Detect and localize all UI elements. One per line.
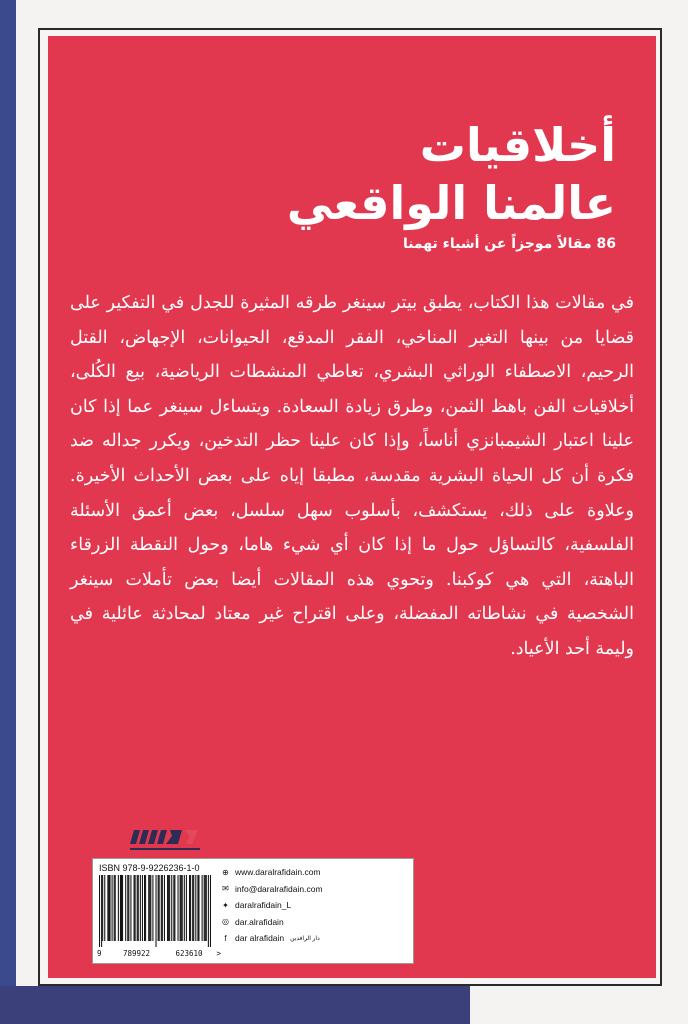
barcode-bar	[121, 875, 122, 941]
barcode-bar	[120, 875, 121, 941]
barcode-bar	[149, 875, 150, 941]
barcode-bar	[102, 875, 103, 941]
barcode-bar	[112, 875, 113, 941]
barcode-bar	[173, 875, 174, 941]
barcode-bar	[107, 875, 108, 941]
barcode-bar	[142, 875, 143, 941]
book-title-line2: عالمنا الواقعي	[286, 176, 616, 230]
book-title-line1: أخلاقيات	[419, 118, 616, 172]
barcode-bar	[192, 875, 193, 941]
barcode-bar	[122, 875, 123, 941]
barcode-bar	[186, 875, 187, 941]
back-cover-panel	[48, 36, 656, 978]
barcode-digit-first: 9	[97, 949, 102, 958]
book-subtitle: 86 مقالاً موجزاً عن أشياء تهمنا	[402, 236, 616, 252]
barcode-bar	[108, 875, 109, 941]
barcode-bar	[114, 875, 115, 941]
publisher-arabic-name: دار الرافدين	[290, 935, 320, 942]
barcode-bar	[210, 875, 211, 947]
barcode-bar	[198, 875, 199, 941]
barcode-bar	[127, 875, 128, 941]
barcode-bar	[156, 875, 157, 947]
barcode-digit-right: 623610	[175, 949, 203, 958]
barcode-bar	[189, 875, 190, 941]
book-spine-edge	[0, 0, 16, 1024]
barcode-bar	[99, 875, 100, 947]
barcode-bar	[202, 875, 203, 941]
facebook-icon: f	[224, 933, 227, 943]
barcode-bar	[169, 875, 170, 941]
globe-icon: ⊕	[222, 867, 229, 877]
barcode-bar	[205, 875, 206, 941]
bottom-strip	[0, 986, 470, 1024]
barcode-bar	[144, 875, 145, 941]
barcode-bar	[184, 875, 185, 941]
barcode-bar	[134, 875, 135, 941]
barcode-bar	[181, 875, 182, 941]
barcode-bar	[148, 875, 149, 941]
link-website[interactable]	[221, 864, 411, 881]
barcode-digits	[97, 949, 222, 958]
barcode-bar	[152, 875, 153, 941]
link-instagram[interactable]	[221, 914, 411, 931]
instagram-icon: ◎	[222, 917, 229, 927]
email-icon: ✉	[222, 884, 229, 894]
barcode-bar	[128, 875, 129, 941]
barcode-bar	[140, 875, 141, 941]
barcode-bar	[167, 875, 168, 941]
link-email-text: info@daralrafidain.com	[235, 883, 323, 894]
barcode-bar	[193, 875, 194, 941]
barcode-bar	[161, 875, 162, 941]
link-website-text: www.daralrafidain.com	[235, 867, 321, 878]
blurb-paragraph: في مقالات هذا الكتاب، يطبق بيتر سينغر طرقه المثيرة للجدل في التفكير على قضايا من بينها التغير المناخي، الفقر المدقع، الحيوانات، الإجهاض، القتل الرحيم، الاصطفاء الوراثي البشري، تعاطي المنشطات الرياضية، بيع الكُلى، أخلاقيات الفن باهظ الثمن، وطرق زيادة السعادة. ويتساءل سينغر عما إذا كان علينا اعتبار الشيمبانزي أناساً، وإذا كان علينا حظر التدخين، ويكرر جداله ضد فكرة أن كل الحياة البشرية مقدسة، مطبقا إياه على بعض الأحداث الأخيرة. وعلاوة على ذلك، يستكشف، بأسلوب سهل سلسل، بعض أعمق الأسئلة الفلسفية، كالتساؤل حول ما إذا كان أي شيء هاما، وحول النقطة الزرقاء الباهتة، التي هي كوكبنا. وتحوي هذه المقالات أيضا بعض تأملات سينغر الشخصية في نشاطاته المفضلة، وعلى اقتراح غير معتاد لمحادثة عائلية في وليمة أحد الأعياد.	[70, 293, 634, 659]
barcode-bar	[182, 875, 183, 941]
barcode-bar	[130, 875, 131, 941]
barcode-bar	[158, 875, 159, 941]
book-title	[196, 116, 616, 232]
barcode-bar	[174, 875, 175, 941]
barcode-bar	[115, 875, 116, 941]
barcode-bar	[118, 875, 119, 941]
barcode-bar	[162, 875, 163, 941]
barcode-bar	[180, 875, 181, 941]
barcode-bar	[104, 875, 105, 941]
barcode-bar	[206, 875, 207, 941]
barcode-bar	[178, 875, 179, 941]
barcode-arrow: >	[216, 949, 222, 958]
barcode-bar	[109, 875, 110, 941]
barcode-bar	[137, 875, 138, 941]
barcode-bar	[138, 875, 139, 941]
barcode-bar	[135, 875, 136, 941]
link-facebook-text: dar alrafidain	[235, 933, 285, 944]
isbn-label: ISBN 978-9-9226236-1-0	[99, 863, 200, 873]
barcode-bar	[168, 875, 169, 941]
twitter-icon: ✦	[222, 900, 229, 910]
link-facebook[interactable]	[221, 930, 411, 947]
barcode-bar	[208, 875, 209, 947]
publisher-links	[221, 864, 411, 947]
link-twitter-text: daralrafidain_L	[235, 900, 292, 911]
barcode-bar	[190, 875, 191, 941]
barcode-bar	[164, 875, 165, 941]
barcode-bar	[204, 875, 205, 941]
link-email[interactable]	[221, 881, 411, 898]
barcode-bar	[150, 875, 151, 941]
barcode-digit-left: 789922	[122, 949, 151, 958]
barcode-bar	[197, 875, 198, 941]
barcode-bar	[195, 875, 196, 941]
barcode-bar	[171, 875, 172, 941]
isbn-info-box	[92, 858, 414, 964]
barcode-bar	[125, 875, 126, 941]
barcode	[99, 875, 211, 947]
barcode-bar	[101, 875, 102, 947]
link-instagram-text: dar.alrafidain	[235, 916, 284, 927]
barcode-bar	[145, 875, 146, 941]
barcode-bar	[159, 875, 160, 941]
link-twitter[interactable]	[221, 897, 411, 914]
publisher-logo	[128, 824, 258, 854]
